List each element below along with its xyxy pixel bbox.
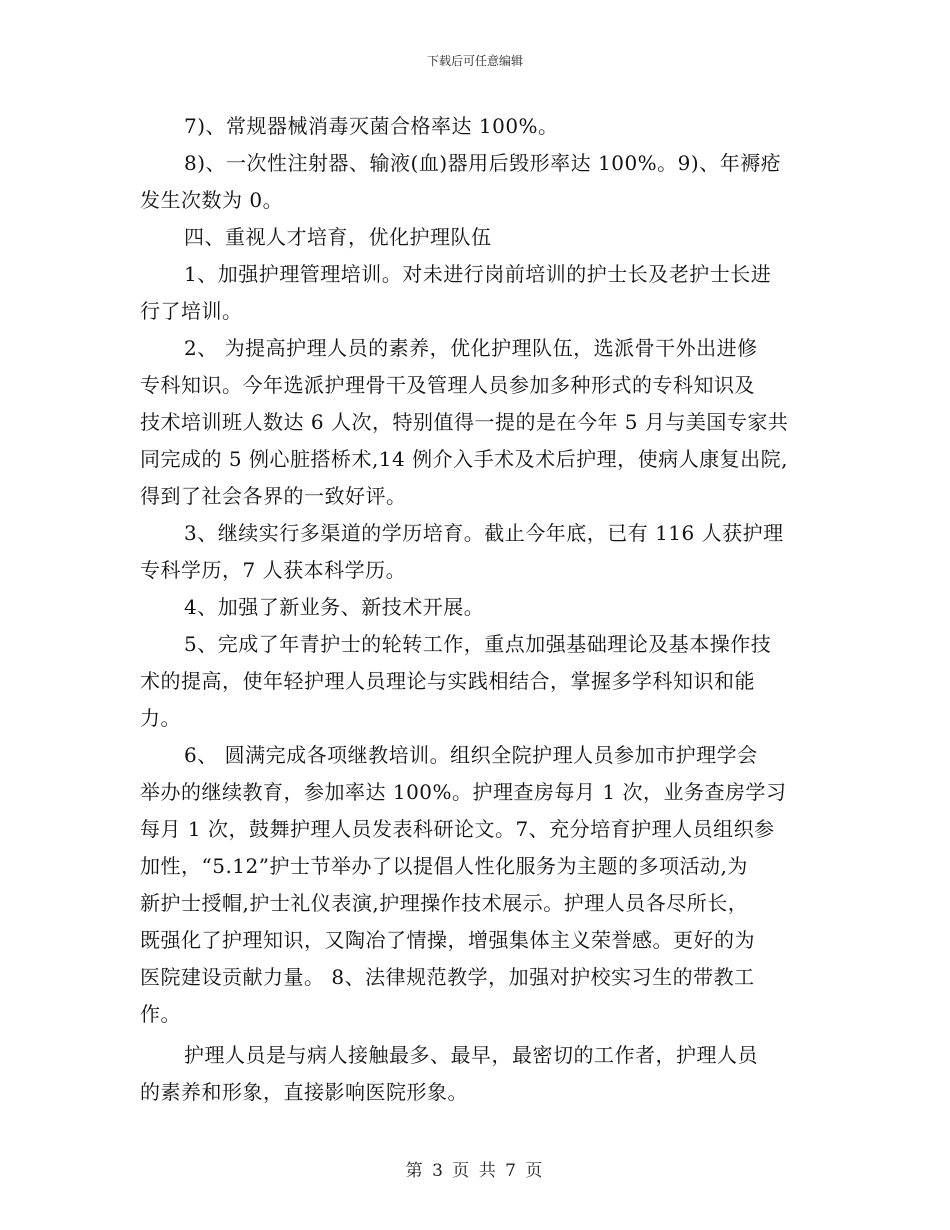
text-line: 4、加强了新业务、新技术开展。: [184, 595, 485, 619]
text-line: 作。: [140, 1002, 181, 1026]
text-line: 加性，“5.12”护士节举办了以提倡人性化服务为主题的多项活动,为: [140, 854, 748, 878]
text-line: 专科学历，7 人获本科学历。: [140, 558, 407, 582]
text-line: 2、 为提高护理人员的素养，优化护理队伍，选派骨干外出进修: [184, 336, 758, 360]
text-line: 力。: [140, 706, 181, 730]
text-line: 每月 1 次，鼓舞护理人员发表科研论文。7、充分培育护理人员组织参: [140, 817, 775, 841]
text-line: 8)、一次性注射器、输液(血)器用后毁形率达 100%。9)、年褥疮: [184, 151, 782, 175]
text-line: 四、重视人才培育，优化护理队伍: [184, 225, 492, 249]
text-line: 发生次数为 0。: [140, 188, 284, 212]
text-line: 技术培训班人数达 6 人次，特别值得一提的是在今年 5 月与美国专家共: [140, 410, 789, 434]
text-line: 新护士授帽,护士礼仪表演,护理操作技术展示。护理人员各尽所长，: [140, 891, 749, 915]
text-line: 的素养和形象，直接影响医院形象。: [140, 1080, 468, 1104]
text-line: 举办的继续教育，参加率达 100%。护理查房每月 1 次，业务查房学习: [140, 780, 787, 804]
page-footer: 第 3 页 共 7 页: [405, 1161, 545, 1181]
text-line: 专科知识。今年选派护理骨干及管理人员参加多种形式的专科知识及: [140, 373, 755, 397]
text-line: 行了培训。: [140, 299, 243, 323]
text-line: 医院建设贡献力量。 8、法律规范教学，加强对护校实习生的带教工: [140, 965, 755, 989]
document-body: [140, 108, 816, 1111]
text-line: 7)、常规器械消毒灭菌合格率达 100%。: [184, 114, 559, 138]
text-line: 既强化了护理知识，又陶冶了情操，增强集体主义荣誉感。更好的为: [140, 928, 755, 952]
text-line: 5、完成了年青护士的轮转工作，重点加强基础理论及基本操作技: [184, 632, 772, 656]
text-line: 得到了社会各界的一致好评。: [140, 484, 407, 508]
text-line: 同完成的 5 例心脏搭桥术,14 例介入手术及术后护理，使病人康复出院,: [140, 447, 788, 471]
text-line: 护理人员是与病人接触最多、最早，最密切的工作者，护理人员: [184, 1043, 758, 1067]
text-line: 1、加强护理管理培训。对未进行岗前培训的护士长及老护士长进: [184, 262, 772, 286]
text-line: 3、继续实行多渠道的学历培育。截止今年底，已有 116 人获护理: [184, 521, 784, 545]
page-header: 下载后可任意编辑: [426, 54, 523, 68]
text-line: 6、 圆满完成各项继教培训。组织全院护理人员参加市护理学会: [184, 743, 758, 767]
text-line: 术的提高，使年轻护理人员理论与实践相结合，掌握多学科知识和能: [140, 669, 755, 693]
